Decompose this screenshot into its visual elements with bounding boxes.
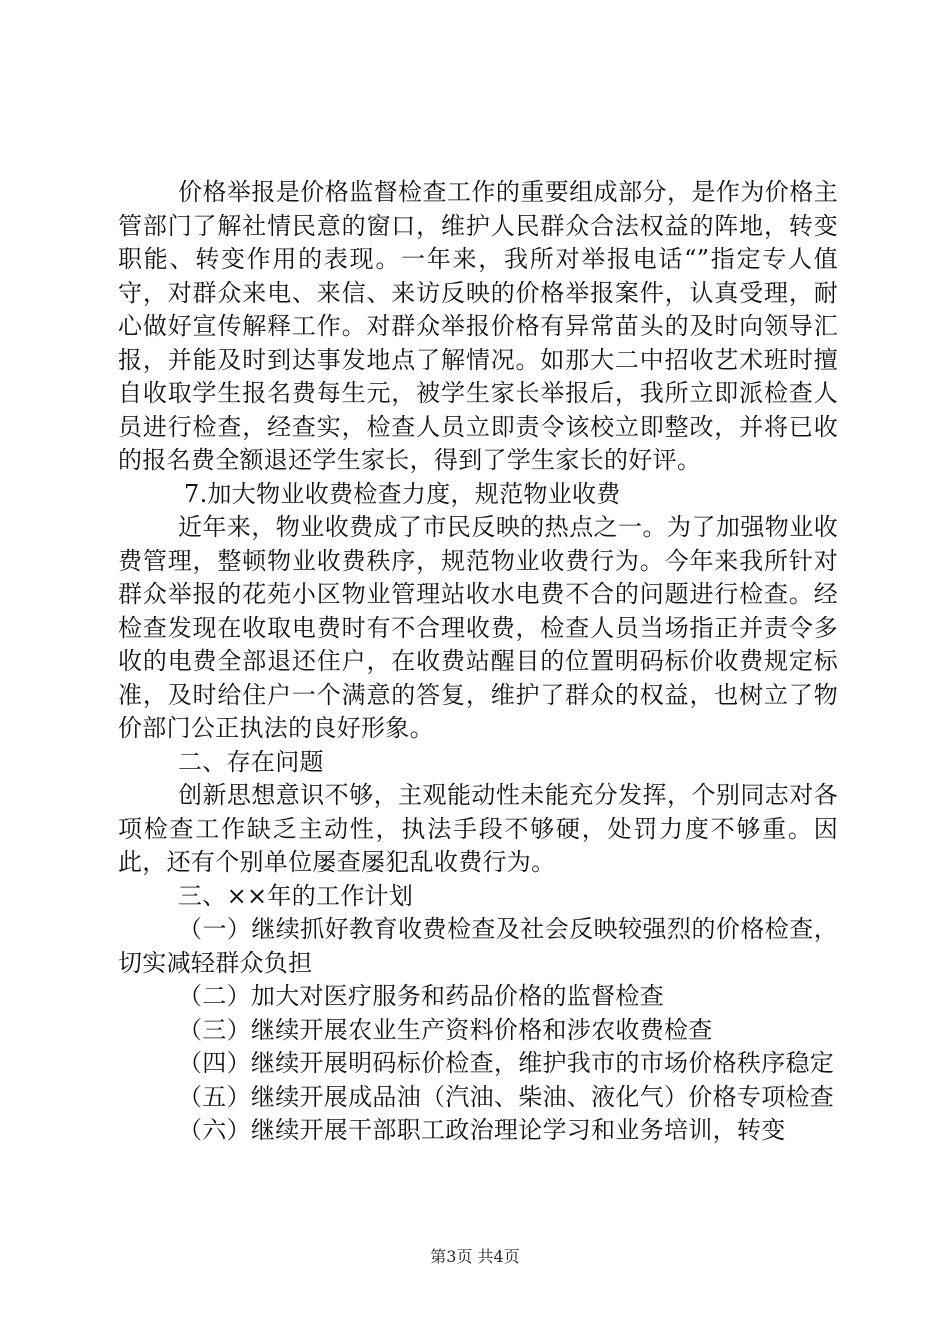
plan-item-2: （二）加大对医疗服务和药品价格的监督检查: [178, 982, 664, 1010]
heading-work-plan: 三、××年的工作计划: [178, 881, 414, 910]
plan-item-4: （四）继续开展明码标价检查，维护我市的市场价格秩序稳定: [178, 1049, 835, 1077]
paragraph-property-fee: 近年来，物业收费成了市民反映的热点之一。为了加强物业收费管理，整顿物业收费秩序，规范物业收费行为。今年来我所针对群众举报的花苑小区物业管理站收水电费不合的问题进行检查。经检查发现在收取电费时有不合理收费，检查人员当场指正并责令多收的电费全部退还住户，在收费站醒目的位置明码标价收费规定标准，及时给住户一个满意的答复，维护了群众的权益，也树立了物价部门公正执法的良好形象。: [118, 513, 838, 742]
plan-item-6: （六）继续开展干部职工政治理论学习和业务培训，转变: [178, 1116, 786, 1144]
heading-property-fee: 7.加大物业收费检查力度，规范物业收费: [184, 479, 621, 508]
page-footer: [0, 1244, 950, 1267]
heading-existing-problems: 二、存在问题: [178, 747, 324, 776]
document-body: [118, 176, 838, 1148]
plan-item-3: （三）继续开展农业生产资料价格和涉农收费检查: [178, 1015, 713, 1044]
plan-item-1: （一）继续抓好教育收费检查及社会反映较强烈的价格检查，切实减轻群众负担: [118, 915, 838, 977]
plan-item-5: （五）继续开展成品油（汽油、柴油、液化气）价格专项检查: [178, 1082, 835, 1111]
paragraph-price-report: 价格举报是价格监督检查工作的重要组成部分，是作为价格主管部门了解社情民意的窗口，维护人民群众合法权益的阵地，转变职能、转变作用的表现。一年来，我所对举报电话“”指定专人值守，对群众来电、来信、来访反映的价格举报案件，认真受理，耐心做好宣传解释工作。对群众举报价格有异常苗头的及时向领导汇报，并能及时到达事发地点了解情况。如那大二中招收艺术班时擅自收取学生报名费每生元，被学生家长举报后，我所立即派检查人员进行检查，经查实，检查人员立即责令该校立即整改，并将已收的报名费全额退还学生家长，得到了学生家长的好评。: [118, 178, 838, 474]
page-number-label: 第3页 共4页: [430, 1247, 520, 1266]
paragraph-existing-problems: 创新思想意识不够，主观能动性未能充分发挥，个别同志对各项检查工作缺乏主动性，执法手段不够硬，处罚力度不够重。因此，还有个别单位屡查屡犯乱收费行为。: [118, 781, 838, 876]
